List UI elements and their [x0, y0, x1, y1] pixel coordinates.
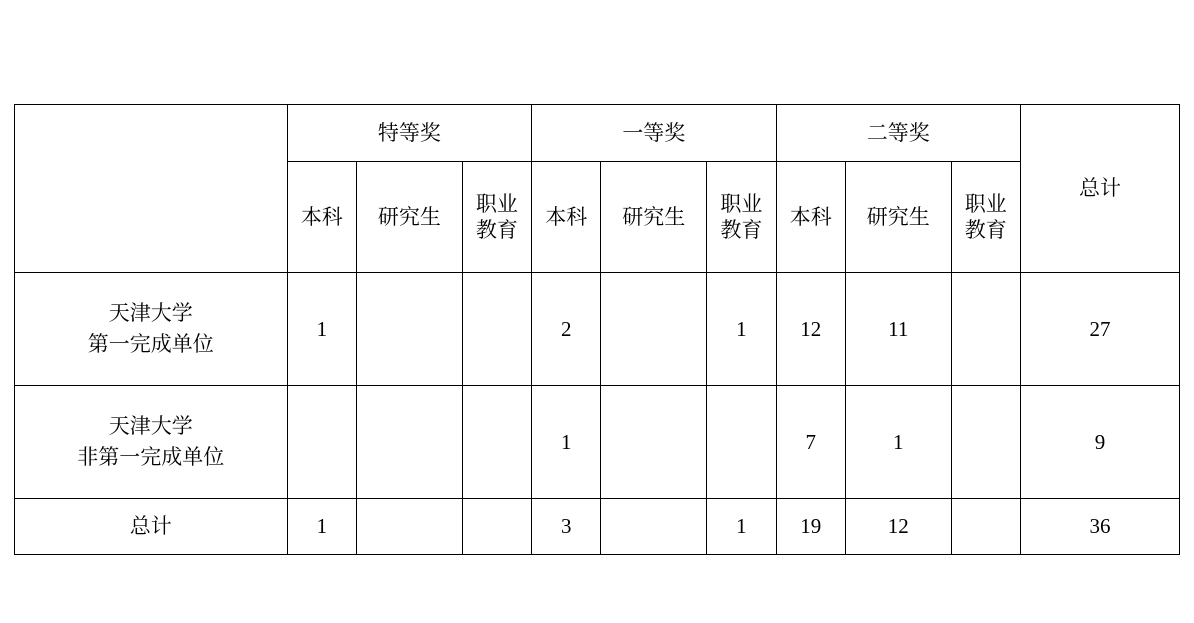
cell-r1-c3: 1 [532, 386, 601, 499]
cell-r0-c2 [462, 273, 531, 386]
table-header-group-row [15, 105, 1180, 162]
cell-r2-c0: 1 [287, 499, 356, 555]
cell-r2-c4 [601, 499, 707, 555]
row-label-first-unit: 天津大学 第一完成单位 [15, 273, 288, 386]
cell-r1-c8 [951, 386, 1020, 499]
sub-header-second-undergrad: 本科 [776, 162, 845, 273]
sub-header-first-vocational: 职业 教育 [707, 162, 776, 273]
award-statistics-table [14, 104, 1180, 555]
cell-r0-total: 27 [1021, 273, 1180, 386]
cell-r1-total: 9 [1021, 386, 1180, 499]
cell-r2-c7: 12 [845, 499, 951, 555]
cell-r2-c1 [357, 499, 463, 555]
cell-r1-c7: 1 [845, 386, 951, 499]
award-statistics-table-wrapper [14, 104, 1180, 555]
sub-header-special-undergrad: 本科 [287, 162, 356, 273]
cell-r2-total: 36 [1021, 499, 1180, 555]
cell-r2-c2 [462, 499, 531, 555]
cell-r2-c3: 3 [532, 499, 601, 555]
cell-r1-c1 [357, 386, 463, 499]
cell-r0-c1 [357, 273, 463, 386]
cell-r1-c0 [287, 386, 356, 499]
cell-r0-c0: 1 [287, 273, 356, 386]
table-row [15, 499, 1180, 555]
sub-header-second-vocational: 职业 教育 [951, 162, 1020, 273]
cell-r2-c6: 19 [776, 499, 845, 555]
row-label-total: 总计 [15, 499, 288, 555]
sub-header-first-undergrad: 本科 [532, 162, 601, 273]
cell-r0-c3: 2 [532, 273, 601, 386]
table-row [15, 386, 1180, 499]
sub-header-first-graduate: 研究生 [601, 162, 707, 273]
table-row [15, 273, 1180, 386]
group-header-total: 总计 [1021, 105, 1180, 273]
cell-r1-c2 [462, 386, 531, 499]
group-header-special: 特等奖 [287, 105, 531, 162]
sub-header-special-vocational: 职业 教育 [462, 162, 531, 273]
cell-r0-c8 [951, 273, 1020, 386]
sub-header-second-graduate: 研究生 [845, 162, 951, 273]
corner-cell [15, 105, 288, 273]
group-header-second: 二等奖 [776, 105, 1020, 162]
cell-r1-c5 [707, 386, 776, 499]
group-header-first: 一等奖 [532, 105, 776, 162]
cell-r0-c4 [601, 273, 707, 386]
cell-r1-c4 [601, 386, 707, 499]
cell-r2-c8 [951, 499, 1020, 555]
cell-r0-c5: 1 [707, 273, 776, 386]
sub-header-special-graduate: 研究生 [357, 162, 463, 273]
cell-r1-c6: 7 [776, 386, 845, 499]
cell-r0-c6: 12 [776, 273, 845, 386]
cell-r2-c5: 1 [707, 499, 776, 555]
row-label-non-first-unit: 天津大学 非第一完成单位 [15, 386, 288, 499]
cell-r0-c7: 11 [845, 273, 951, 386]
